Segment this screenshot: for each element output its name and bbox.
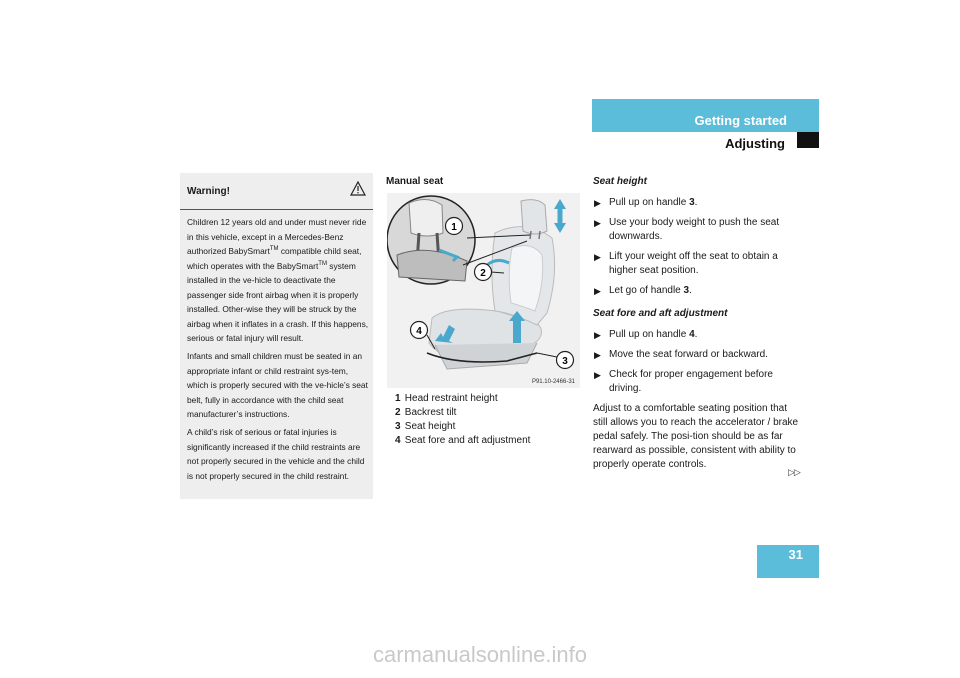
svg-text:2: 2 [480,268,486,279]
callout-2 [475,264,492,281]
callout-3 [557,352,574,369]
callout-4 [411,322,428,339]
page-number: 31 [788,547,803,562]
instruction-step: ▶ Check for proper engagement before driving. [594,369,773,394]
instruction-step: ▶ Use your body weight to push the seat downwards. [594,217,780,242]
adjust-paragraph: Adjust to a comfortable seating position that still allows you to reach the accelerator / brake pedal safely. The posi-tion should be as far rearward as possible, consistent with ability to properly operate controls. [593,403,799,470]
warning-box [180,173,373,499]
watermark: carmanualsonline.info [372,642,588,667]
instructions-column [593,176,803,472]
svg-text:4: 4 [416,326,422,337]
warning-paragraph-3: A child’s risk of serious or fatal injuries is significantly increased if the child restraints are not properly secured in the vehicle and the child is not properly secured in the child restraint. [187,427,365,481]
bullet-arrow-icon: ▶ [594,286,601,296]
seat-legend [395,392,530,448]
manual-seat-title: Manual seat [386,176,444,187]
bullet-arrow-icon: ▶ [594,218,601,228]
bullet-arrow-icon: ▶ [594,370,601,380]
svg-text:3: 3 [562,356,568,367]
instruction-step: ▶ Pull up on handle 3. [594,197,698,208]
warning-text [187,215,371,487]
callout-1 [446,218,463,235]
bullet-arrow-icon: ▶ [594,350,601,360]
subsection-title: Adjusting [725,136,785,151]
warning-paragraph-2: Infants and small children must be seated in an appropriate infant or child restraint sys-tem, which is properly secured with the ve-hicle’s seat belt, fully in accordance with the child seat manufacturer’s instructions. [187,351,368,419]
warning-triangle-icon [350,181,366,201]
seat-diagram [387,193,580,388]
section-title: Getting started [694,113,787,128]
svg-text:1: 1 [451,222,457,233]
seat-height-heading: Seat height [593,176,647,187]
instruction-step: ▶ Pull up on handle 4. [594,329,698,340]
instruction-step: ▶ Let go of handle 3. [594,285,692,296]
bullet-arrow-icon: ▶ [594,330,601,340]
warning-paragraph-1: Children 12 years old and under must never ride in this vehicle, except in a Mercedes-Benz authorized BabySmart™ compatible child seat, which operates with the BabySmart™ system installed in the ve-hicle to deactivate the passenger side front airbag when it is properly installed. Other-wise they will be struck by the airbag when it inflates in a crash. If this happens, serious or fatal injury will result. [187,217,369,343]
legend-item: 3 Seat height [395,421,456,432]
image-code: P91.10-2466-31 [531,379,575,385]
bullet-arrow-icon: ▶ [594,198,601,208]
legend-item: 4 Seat fore and aft adjustment [395,435,531,446]
instruction-step: ▶ Lift your weight off the seat to obtain a higher seat position. [594,251,778,276]
warning-header [180,173,373,210]
continue-arrow-icon: ▷▷ [788,467,800,477]
legend-item: 1 Head restraint height [395,393,498,404]
warning-title: Warning! [187,186,230,197]
fore-aft-heading: Seat fore and aft adjustment [593,308,728,319]
instruction-step: ▶ Move the seat forward or backward. [594,349,768,360]
header-marker [797,132,819,148]
legend-item: 2 Backrest tilt [395,407,457,418]
bullet-arrow-icon: ▶ [594,252,601,262]
